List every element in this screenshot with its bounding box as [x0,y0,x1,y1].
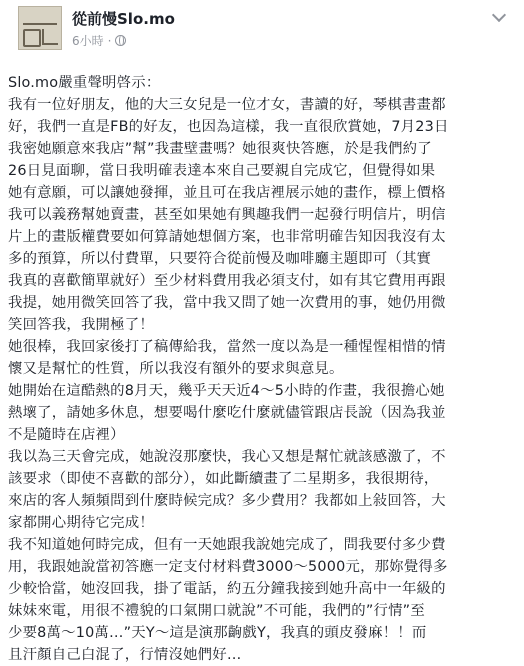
post-meta [72,32,126,49]
post-text-line: 用，我跟她說當初答應一定支付材料費3000～5000元，那妳覺得多 [8,559,448,575]
post-header [14,0,510,58]
page-avatar[interactable] [18,6,62,50]
globe-icon[interactable] [115,35,126,46]
post-text-line: 笑回答我，我開極了！ [8,317,154,333]
post-text-line: 我密她願意來我店”幫”我畫壁畫嗎？她很爽快答應，於是我們約了 [8,141,432,157]
avatar-logo-mark [23,13,57,25]
post-text-line: 她開始在這酷熱的8月天，幾乎天天近4～5小時的作畫，我很擔心她 [8,383,445,399]
post-text-line: 熱壞了，請她多休息，想要喝什麼吃什麼就儘管跟店長說（因為我並 [8,405,446,421]
post-text-line: 我可以義務幫她賣畫，甚至如果她有興趣我們一起發行明信片，明信 [8,207,446,223]
post-text-line: 家都開心期待它完成！ [8,515,154,531]
post-text-line: Slo.mo嚴重聲明啓示： [8,75,161,91]
post-text-line: 她很棒，我回家後打了稿傳給我，當然一度以為是一種惺惺相惜的情 [8,339,446,355]
post-text-line: 懷又是幫忙的性質，所以我沒有額外的要求與意見。 [8,361,344,377]
post-text-line: 我真的喜歡簡單就好）至少材料費用我必須支付，如有其它費用再跟 [8,273,446,289]
post-text-line: 來店的客人頻頻問到什麼時候完成？多少費用？我都如上敍回答，大 [8,493,446,509]
page-name-link[interactable]: 從前慢Slo.mo [72,10,175,28]
post-text-line: 我以為三天會完成，她說沒那麼快，我心又想是幫忙就該感激了，不 [8,449,446,465]
avatar-logo-mark [42,29,58,45]
post-text-line: 我有一位好朋友，他的大三女兒是一位才女，書讀的好，琴棋書畫都 [8,97,446,113]
avatar-logo-mark [23,29,41,47]
post-text-line: 不是隨時在店裡） [8,427,125,443]
post-text-line: 片上的畫版權費要如何算請她想個方案，也非常明確告知因我沒有太 [8,229,446,245]
post-text-line: 她有意願，可以讓她發揮，並且可在我店裡展示她的畫作，標上價格 [8,185,446,201]
post-text-line: 我不知道她何時完成，但有一天她跟我說她完成了，問我要付多少費 [8,537,446,553]
post-text-line: 妹妹來電，用很不禮貌的口氣開口就說”不可能，我們的”行情”至 [8,603,425,619]
post-text-line: 少較恰當，她沒回我，掛了電話，約五分鐘我接到她升高中一年級的 [8,581,446,597]
post-text-line: 多的預算，所以付費單，只要符合從前慢及咖啡廳主題即可（其實 [8,251,432,267]
post-text-line: 我提，她用微笑回答了我，當中我又問了她一次費用的事，她仍用微 [8,295,446,311]
post-text-line: 該要求（即使不喜歡的部分），如此斷續畫了二星期多，我很期待， [8,471,439,487]
dot-separator: · [107,33,112,48]
post-text-line: 好，我們一直是FB的好友，也因為這樣，我一直很欣賞她，7月23日 [8,119,449,135]
post-text-line: 且汗顏自己白混了，行情沒她們好… [8,647,242,663]
post-body-text [8,72,514,666]
post-timestamp[interactable]: 6小時 [72,34,104,48]
post-text-line: 26日見面聊，當日我明確表達本來自己要親自完成它，但覺得如果 [8,163,436,179]
chevron-down-icon[interactable] [492,8,506,22]
post-text-line: 少要8萬～10萬…”天Y～這是演那齣戲Y，我真的頭皮發麻！！而 [8,625,427,641]
